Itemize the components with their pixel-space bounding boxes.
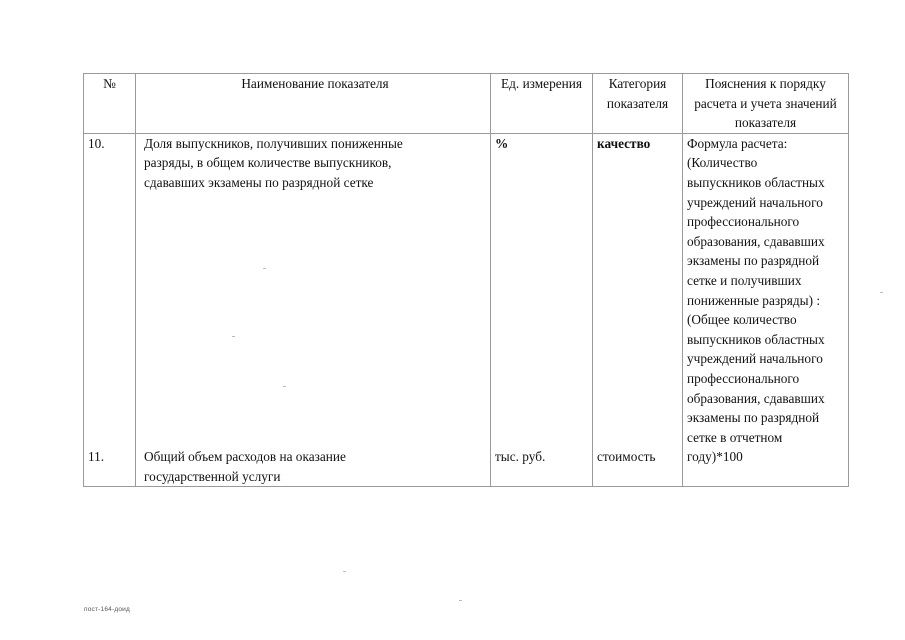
row-name-line: Доля выпускников, получивших пониженные [144, 135, 403, 151]
row-number: 10. [84, 133, 136, 447]
row-name-line: государственной услуги [144, 468, 281, 484]
row-unit: тыс. руб. [491, 447, 593, 487]
row-notes-line: (Общее количество [687, 312, 797, 328]
row-notes-line: экзамены по разрядной [687, 253, 820, 269]
row-notes-line: пониженные разряды) : [687, 292, 821, 308]
scan-speck [263, 268, 266, 269]
indicators-table [83, 73, 849, 487]
row-notes-line: выпускников областных [687, 174, 825, 190]
row-category: стоимость [593, 447, 683, 487]
header-number: № [84, 74, 136, 134]
header-notes-line: расчета и учета значений [694, 95, 837, 111]
header-unit: Ед. измерения [491, 74, 593, 134]
table-header-row [84, 74, 849, 134]
row-notes-line: (Количество [687, 155, 758, 171]
scan-speck [283, 386, 286, 387]
scan-speck [459, 600, 462, 601]
table-row [84, 447, 849, 487]
footer-code: пост-164-доид [84, 606, 130, 613]
header-category-line: Категория [608, 76, 667, 91]
row-notes-line: учреждений начального [687, 194, 823, 210]
row-notes-line: экзамены по разрядной [687, 410, 820, 426]
row-notes-line: образования, сдававших [687, 233, 825, 249]
scan-speck [343, 571, 346, 572]
row-notes-line: сетке и получивших [687, 272, 802, 288]
row-notes [683, 133, 849, 447]
row-notes-line: образования, сдававших [687, 390, 825, 406]
row-name-line: Общий объем расходов на оказание [144, 449, 346, 465]
row-notes-line: профессионального [687, 214, 800, 230]
row-number: 11. [84, 447, 136, 487]
row-notes-line: выпускников областных [687, 331, 825, 347]
row-unit: % [491, 133, 593, 447]
row-notes-line: Формула расчета: [687, 135, 788, 151]
header-notes-line: Пояснения к порядку [705, 76, 826, 91]
header-notes-line: показателя [734, 115, 797, 131]
row-notes-line: профессионального [687, 370, 800, 386]
row-notes-line: году)*100 [687, 449, 743, 465]
row-name [136, 447, 491, 487]
row-name-line: сдававших экзамены по разрядной сетке [144, 174, 374, 190]
row-notes-line: сетке в отчетном [687, 429, 783, 445]
row-notes-line: учреждений начального [687, 351, 823, 367]
header-category-line: показателя [606, 95, 669, 111]
header-notes [683, 74, 849, 134]
row-notes [683, 447, 849, 487]
row-category: качество [593, 133, 683, 447]
header-category [593, 74, 683, 134]
row-name-line: разряды, в общем количестве выпускников, [144, 155, 392, 171]
table-row [84, 133, 849, 447]
scan-speck [232, 336, 235, 337]
row-name [136, 133, 491, 447]
header-name: Наименование показателя [136, 74, 491, 134]
scan-speck [880, 292, 883, 293]
